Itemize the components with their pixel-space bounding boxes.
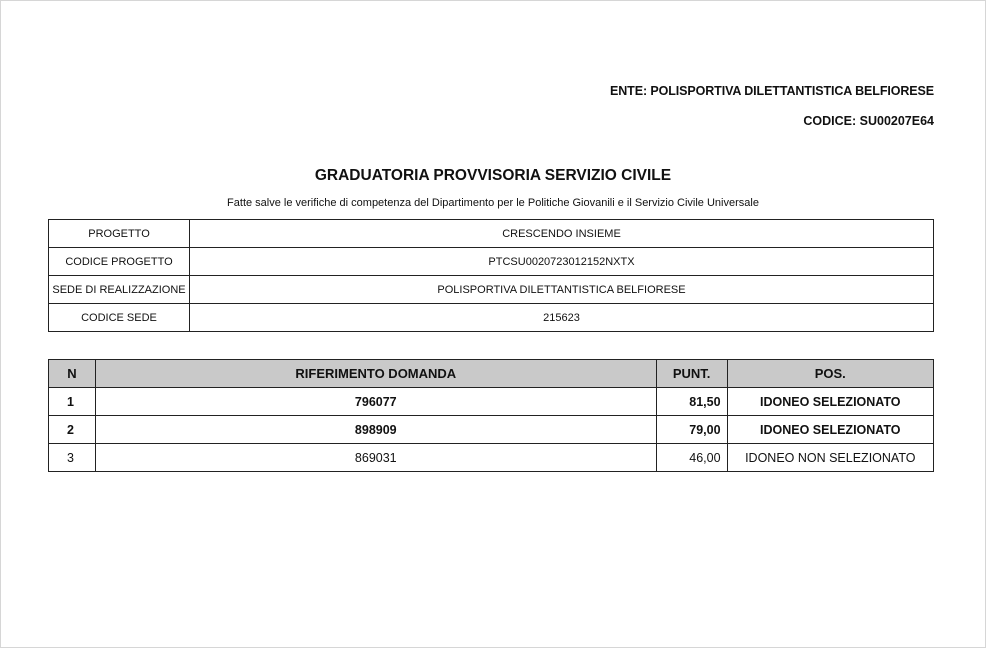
- column-header-riferimento: RIFERIMENTO DOMANDA: [95, 360, 656, 388]
- cell-punteggio: 81,50: [656, 388, 727, 416]
- project-info-label: CODICE SEDE: [49, 304, 190, 332]
- project-info-row: [49, 248, 934, 276]
- cell-n: 1: [49, 388, 96, 416]
- project-info-row: [49, 220, 934, 248]
- codice-ente: CODICE: SU00207E64: [803, 114, 934, 128]
- project-info-value: CRESCENDO INSIEME: [190, 220, 934, 248]
- cell-posizione: IDONEO SELEZIONATO: [727, 388, 933, 416]
- ente-heading: ENTE: POLISPORTIVA DILETTANTISTICA BELFIORESE: [610, 84, 934, 98]
- cell-riferimento: 869031: [95, 444, 656, 472]
- column-header-punteggio: PUNT.: [656, 360, 727, 388]
- project-info-label: CODICE PROGETTO: [49, 248, 190, 276]
- cell-riferimento: 898909: [95, 416, 656, 444]
- project-info-label: PROGETTO: [49, 220, 190, 248]
- project-info-label: SEDE DI REALIZZAZIONE: [49, 276, 190, 304]
- column-header-n: N: [49, 360, 96, 388]
- cell-punteggio: 79,00: [656, 416, 727, 444]
- document-subtitle: Fatte salve le verifiche di competenza del Dipartimento per le Politiche Giovanili e il Servizio Civile Universale: [227, 197, 759, 209]
- ranking-header-row: [49, 360, 934, 388]
- ranking-table: [48, 359, 934, 472]
- project-info-table: [48, 219, 934, 332]
- cell-posizione: IDONEO NON SELEZIONATO: [727, 444, 933, 472]
- cell-n: 3: [49, 444, 96, 472]
- table-row: [49, 388, 934, 416]
- table-row: [49, 444, 934, 472]
- cell-punteggio: 46,00: [656, 444, 727, 472]
- column-header-posizione: POS.: [727, 360, 933, 388]
- table-row: [49, 416, 934, 444]
- cell-riferimento: 796077: [95, 388, 656, 416]
- project-info-value: 215623: [190, 304, 934, 332]
- project-info-value: POLISPORTIVA DILETTANTISTICA BELFIORESE: [190, 276, 934, 304]
- project-info-row: [49, 304, 934, 332]
- project-info-row: [49, 276, 934, 304]
- project-info-value: PTCSU0020723012152NXTX: [190, 248, 934, 276]
- cell-n: 2: [49, 416, 96, 444]
- cell-posizione: IDONEO SELEZIONATO: [727, 416, 933, 444]
- document-title: GRADUATORIA PROVVISORIA SERVIZIO CIVILE: [314, 167, 672, 184]
